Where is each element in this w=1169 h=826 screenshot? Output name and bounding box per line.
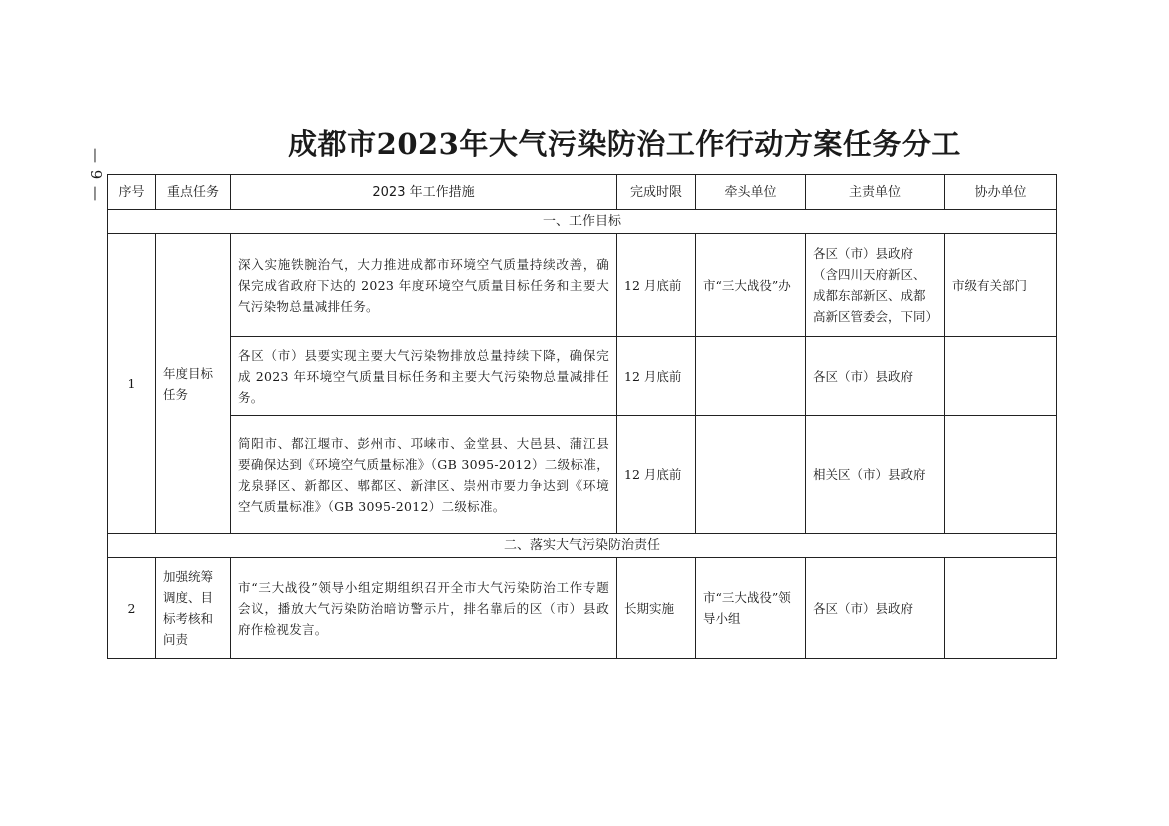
section-row <box>108 210 1057 234</box>
responsible-unit-cell: 各区（市）县政府 <box>806 558 945 659</box>
assist-unit-cell <box>945 337 1057 416</box>
assist-unit-cell: 市级有关部门 <box>945 234 1057 337</box>
document-title: 成都市2023年大气污染防治工作行动方案任务分工 <box>288 127 961 161</box>
header-lead-unit: 牵头单位 <box>696 175 806 210</box>
deadline-cell: 12 月底前 <box>617 337 696 416</box>
measure-cell: 深入实施铁腕治气，大力推进成都市环境空气质量持续改善，确保完成省政府下达的 2023 年度环境空气质量目标任务和主要大气污染物总量减排任务。 <box>231 234 617 337</box>
task-table <box>107 174 1057 659</box>
lead-unit-cell <box>696 337 806 416</box>
header-no: 序号 <box>108 175 156 210</box>
lead-unit-cell: 市“三大战役”办 <box>696 234 806 337</box>
measure-cell: 各区（市）县要实现主要大气污染物排放总量持续下降，确保完成 2023 年环境空气质量目标任务和主要大气污染物总量减排任务。 <box>231 337 617 416</box>
table-row <box>108 337 1057 416</box>
section-title: 二、落实大气污染防治责任 <box>108 534 1057 558</box>
section-row <box>108 534 1057 558</box>
lead-unit-cell <box>696 416 806 534</box>
header-key-task: 重点任务 <box>156 175 231 210</box>
deadline-cell: 长期实施 <box>617 558 696 659</box>
responsible-unit-cell: 相关区（市）县政府 <box>806 416 945 534</box>
assist-unit-cell <box>945 558 1057 659</box>
responsible-unit-cell: 各区（市）县政府 <box>806 337 945 416</box>
deadline-cell: 12 月底前 <box>617 234 696 337</box>
table-header-row <box>108 175 1057 210</box>
key-task: 加强统筹调度、目标考核和问责 <box>156 558 231 659</box>
table-row <box>108 416 1057 534</box>
page-number-text: — 9 — <box>87 147 105 203</box>
deadline-cell: 12 月底前 <box>617 416 696 534</box>
row-number: 1 <box>108 234 156 534</box>
section-title: 一、工作目标 <box>108 210 1057 234</box>
table-row <box>108 558 1057 659</box>
header-assist-unit: 协办单位 <box>945 175 1057 210</box>
lead-unit-cell: 市“三大战役”领导小组 <box>696 558 806 659</box>
measure-cell: 简阳市、都江堰市、彭州市、邛崃市、金堂县、大邑县、蒲江县要确保达到《环境空气质量标准》（GB 3095-2012）二级标准，龙泉驿区、新都区、郫都区、新津区、崇州市要力争达到《环境空气质量标准》（GB 3095-2012）二级标准。 <box>231 416 617 534</box>
measure-cell: 市“三大战役”领导小组定期组织召开全市大气污染防治工作专题会议，播放大气污染防治暗访警示片，排名靠后的区（市）县政府作检视发言。 <box>231 558 617 659</box>
table-row <box>108 234 1057 337</box>
row-number: 2 <box>108 558 156 659</box>
header-responsible-unit: 主责单位 <box>806 175 945 210</box>
page-number <box>84 140 108 210</box>
key-task: 年度目标任务 <box>156 234 231 534</box>
header-measures: 2023 年工作措施 <box>231 175 617 210</box>
assist-unit-cell <box>945 416 1057 534</box>
header-deadline: 完成时限 <box>617 175 696 210</box>
responsible-unit-cell: 各区（市）县政府（含四川天府新区、成都东部新区、成都高新区管委会，下同） <box>806 234 945 337</box>
